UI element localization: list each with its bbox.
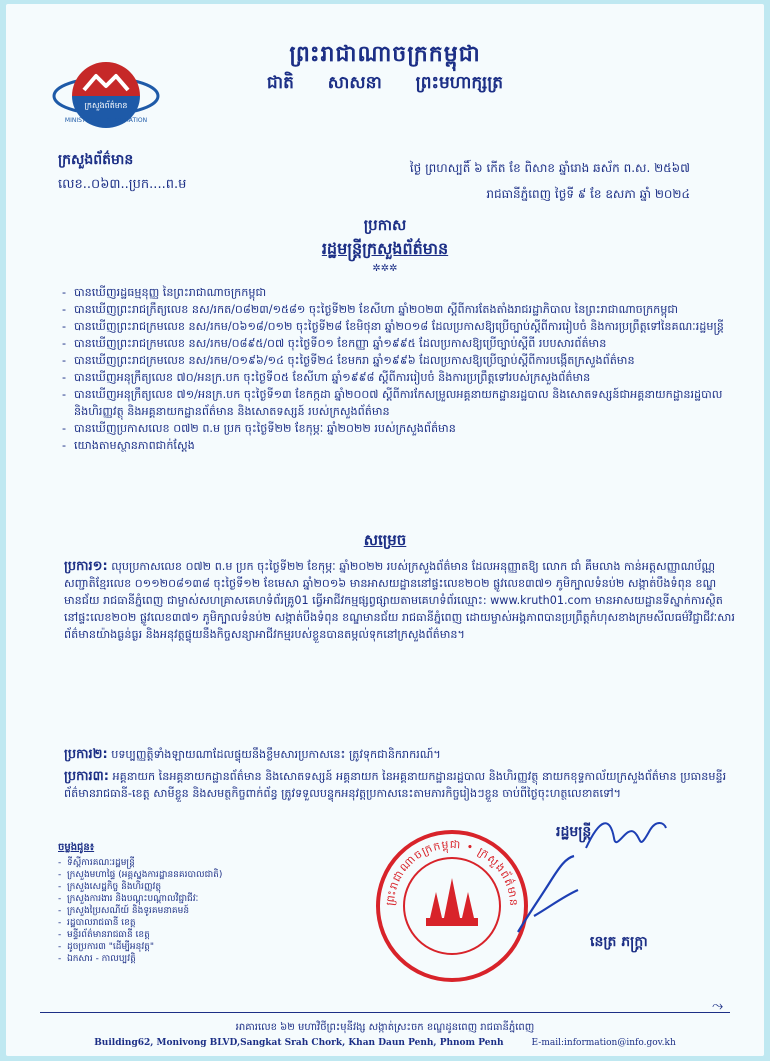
national-motto: ជាតិ សាសនា ព្រះមហាក្សត្រ: [266, 73, 504, 93]
legal-basis-item: - បានឃើញព្រះរាជក្រមលេខ នស/រកម/០៨៩៥/០៧ ចុះថ្ងៃទី០១ ខែកញ្ញា ឆ្នាំ១៩៩៥ ដែលប្រកាសឱ្យប្រើច្បាប់ស្តីពី របបសារព័ត៌មាន: [62, 335, 732, 352]
article-2: [64, 746, 736, 763]
logo-text-en: MINISTRY OF INFORMATION: [64, 117, 148, 124]
seal-ring-text: ព្រះរាជាណាចក្រកម្ពុជា • ក្រសួងព័ត៌មាន: [383, 837, 521, 908]
angkor-temple-icon: [426, 878, 478, 926]
footer-divider: [40, 1012, 730, 1013]
legal-basis-item: - បានឃើញព្រះរាជក្រមលេខ នស/រកម/០១៩៦/១៤ ចុះថ្ងៃទី២៤ ខែមករា ឆ្នាំ១៩៩៦ ដែលប្រកាសឱ្យប្រើច្បាប់ស្តីពីការបង្កើតក្រសួងព័ត៌មាន: [62, 352, 732, 369]
copy-recipient: - ក្រសួងមហាផ្ទៃ (អគ្គស្នងការដ្ឋាននគរបាលជាតិ): [58, 869, 288, 881]
sender-ministry: ក្រសួងព័ត៌មាន: [58, 152, 134, 168]
article-label: ប្រការ១:: [64, 559, 108, 574]
legal-basis-item: - បានឃើញព្រះរាជក្រឹត្យលេខ នស/រកត/០៨២៣/១៥៨១ ចុះថ្ងៃទី២២ ខែសីហា ឆ្នាំ២០២៣ ស្តីពីការតែងតាំងរាជរដ្ឋាភិបាល នៃព្រះរាជាណាចក្រកម្ពុជា: [62, 301, 732, 318]
legal-basis-item: - បានឃើញព្រះរាជក្រមលេខ នស/រកម/០៦១៨/០១២ ចុះថ្ងៃទី២៨ ខែមិថុនា ឆ្នាំ២០១៨ ដែលប្រកាសឱ្យប្រើច្បាប់ស្តីពីការរៀបចំ និងការប្រព្រឹត្តទៅនៃគណៈរដ្ឋមន្ត្រី: [62, 318, 732, 335]
article-label: ប្រការ២:: [64, 747, 108, 762]
copy-recipient: - ទីស្តីការគណៈរដ្ឋមន្ត្រី: [58, 857, 288, 869]
copy-recipient: - ដូចប្រការ៣ "ដើម្បីអនុវត្ត": [58, 941, 288, 953]
copy-recipient: - ក្រសួងការងារ និងបណ្តុះបណ្តាលវិជ្ជាជីវៈ: [58, 893, 288, 905]
legal-basis-list: [62, 284, 732, 454]
solar-date: រាជធានីភ្នំពេញ ថ្ងៃទី ៩ ខែ ឧសភា ឆ្នាំ ២០២៤: [486, 187, 690, 201]
article-text: លុបប្រកាសលេខ ០៧២ ព.ម ប្រក ចុះថ្ងៃទី២២ ខែកុម្ភៈ ឆ្នាំ២០២២ របស់ក្រសួងព័ត៌មាន ដែលអនុញ្ញាតឱ្យ លោក ជាំ គឹមលាង កាន់អត្តសញ្ញាណប័ណ្ណសញ្ជាតិខ្មែរលេខ ០១១២០៨១៣៨ ចុះថ្ងៃទី១២ ខែមេសា ឆ្នាំ២០១៦ មានអាសយដ្ឋាននៅផ្ទះលេខ២០២ ផ្លូវលេខ៣៧១ ភូមិក្បាលទំនប់២ សង្កាត់បឹងទំពុន ខណ្ឌមានជ័យ រាជធានីភ្នំពេញ ជាម្ចាស់សហគ្រាសគេហទំព័រគ្រូ01 ធ្វើអាជីវកម្មផ្សព្វផ្សាយតាមគេហទំព័រឈ្មោះ: www.kruth01.com មានអាសយដ្ឋានទីស្នាក់ការស្ថិតនៅផ្ទះលេខ២០២ ផ្លូវលេខ៣៧១ ភូមិក្បាលទំនប់២ សង្កាត់បឹងទំពុន ខណ្ឌមានជ័យ រាជធានីភ្នំពេញ ដោយម្ចាស់អង្គភាពបានប្រព្រឹត្តកំហុសខាងក្រមសីលធម៌វិជ្ជាជីវៈសារព័ត៌មានយ៉ាងធ្ងន់ធ្ងរ និងអនុវត្តផ្ទុយនឹងកិច្ចសន្យាអាជីវកម្មរបស់ខ្លួនបានតម្កល់ទុកនៅក្រសួងព័ត៌មាន។: [64, 560, 735, 641]
signature-stroke: [508, 852, 588, 942]
logo-text-km: ក្រសួងព័ត៌មាន: [84, 101, 128, 110]
copy-recipient: - ក្រសួងសេដ្ឋកិច្ច និងហិរញ្ញវត្ថុ: [58, 881, 288, 893]
footer-email: E-mail:information@info.gov.kh: [531, 1038, 676, 1048]
legal-basis-item: - យោងតាមស្ថានភាពជាក់ស្តែង: [62, 437, 732, 454]
article-3: [64, 768, 736, 802]
document-type: ប្រកាស: [363, 216, 407, 234]
signatory-role: រដ្ឋមន្ត្រី: [556, 824, 592, 840]
legal-basis-item: - បានឃើញអនុក្រឹត្យលេខ ៧១/អនក្រ.បក ចុះថ្ងៃទី១៣ ខែកក្កដា ឆ្នាំ២០០៧ ស្តីពីការកែសម្រួលអគ្គនាយកដ្ឋានរដ្ឋបាល និងសោតទស្សន៍ជាអគ្គនាយកដ្ឋានរដ្ឋបាល និងហិរញ្ញវត្ថុ និងអគ្គនាយកដ្ឋានព័ត៌មាន និងសោតទស្សន៍ របស់ក្រសួងព័ត៌មាន: [62, 386, 732, 420]
reference-number: លេខ..០៦៣..ប្រក....ព.ម: [58, 177, 187, 192]
article-1: [64, 558, 736, 643]
decision-heading: សម្រេច: [363, 531, 407, 549]
article-text: អគ្គនាយក នៃអគ្គនាយកដ្ឋានព័ត៌មាន និងសោតទស្សន៍ អគ្គនាយក នៃអគ្គនាយកដ្ឋានរដ្ឋបាល និងហិរញ្ញវត្ថុ នាយកខុទ្ទកាល័យក្រសួងព័ត៌មាន ប្រធានមន្ទីរព័ត៌មានរាជធានី-ខេត្ត សាមីខ្លួន និងសមត្ថកិច្ចពាក់ព័ន្ធ ត្រូវទទួលបន្ទុកអនុវត្តប្រកាសនេះតាមភារកិច្ចរៀងៗខ្លួន ចាប់ពីថ្ងៃចុះហត្ថលេខាតទៅ។: [64, 770, 727, 800]
copy-recipient: - ឯកសារ - កាលប្បវត្តិ: [58, 953, 288, 965]
lunar-date: ថ្ងៃ ព្រហស្បតិ៍ ៦ កើត ខែ ពិសាខ ឆ្នាំរោង ឆស័ក ព.ស. ២៥៦៧: [409, 161, 690, 175]
legal-basis-item: - បានឃើញអនុក្រឹត្យលេខ ៧០/អនក្រ.បក ចុះថ្ងៃទី០៥ ខែសីហា ឆ្នាំ១៩៩៨ ស្តីពីការរៀបចំ និងការប្រព្រឹត្តទៅរបស់ក្រសួងព័ត៌មាន: [62, 369, 732, 386]
copies-to-list: [58, 840, 288, 965]
issuer-title: រដ្ឋមន្ត្រីក្រសួងព័ត៌មាន: [321, 239, 449, 258]
ornament-symbol: ✲✲✲: [372, 263, 398, 274]
article-text: បទប្បញ្ញត្តិទាំងឡាយណាដែលផ្ទុយនឹងខ្លឹមសារប្រកាសនេះ ត្រូវទុកជានិករាករណ៍។: [111, 748, 441, 761]
copy-recipient: - ក្រសួងប្រៃសណីយ៍ និងទូរគមនាគមន៍: [58, 905, 288, 917]
footer-address-km: អាគារលេខ ៦២ មហាវិថីព្រះមុនីវង្ស សង្កាត់ស្រះចក ខណ្ឌដូនពេញ រាជធានីភ្នំពេញ: [235, 1022, 535, 1033]
footer-address-en: [0, 1038, 770, 1048]
copies-to-heading: ចម្លងជូន៖: [58, 842, 95, 853]
legal-basis-item: - បានឃើញរដ្ឋធម្មនុញ្ញ នៃព្រះរាជាណាចក្រកម្ពុជា: [62, 284, 732, 301]
handwritten-signature: [580, 812, 670, 862]
ministry-logo: [50, 56, 162, 138]
footer-address-en-text: Building62, Monivong BLVD,Sangkat Srah Chork, Khan Daun Penh, Phnom Penh: [94, 1038, 504, 1048]
kingdom-title: ព្រះរាជាណាចក្រកម្ពុជា: [289, 42, 481, 67]
copy-recipient: - មន្ទីរព័ត៌មានរាជធានី ខេត្ត: [58, 929, 288, 941]
initial-mark: ⤳: [712, 998, 724, 1014]
copy-recipient: - រដ្ឋបាលរាជធានី ខេត្ត: [58, 917, 288, 929]
signatory-name: នេត្រ ភក្ត្រា: [590, 934, 648, 950]
legal-basis-item: - បានឃើញប្រកាសលេខ ០៧២ ព.ម ប្រក ចុះថ្ងៃទី២២ ខែកុម្ភៈ ឆ្នាំ២០២២ របស់ក្រសួងព័ត៌មាន: [62, 420, 732, 437]
article-label: ប្រការ៣:: [64, 769, 109, 784]
